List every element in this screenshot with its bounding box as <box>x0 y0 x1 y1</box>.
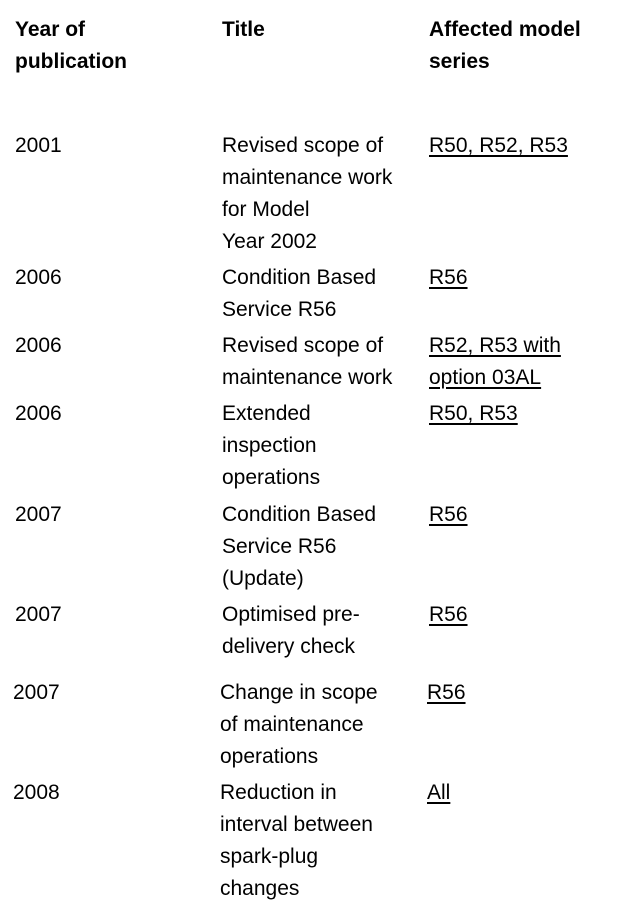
series-link[interactable]: R52, R53 with option 03AL <box>429 334 561 389</box>
year-cell: 2006 <box>15 334 62 357</box>
series-cell <box>429 330 619 394</box>
series-link[interactable]: R56 <box>429 603 468 626</box>
title-cell: Extended inspection operations <box>222 402 321 489</box>
series-link[interactable]: All <box>427 781 451 804</box>
title-cell: Condition Based Service R56 <box>222 266 377 321</box>
series-link[interactable]: R50, R53 <box>429 402 518 425</box>
series-link[interactable]: R50, R52, R53 <box>429 134 568 157</box>
title-cell: Revised scope of maintenance work <box>222 334 393 389</box>
series-cell <box>429 599 619 631</box>
year-cell: 2007 <box>15 503 62 526</box>
series-cell <box>429 499 619 531</box>
title-cell: Reduction in interval between spark-plug changes <box>220 781 373 900</box>
series-link[interactable]: R56 <box>429 266 468 289</box>
series-cell <box>429 398 619 430</box>
title-cell: Change in scope of maintenance operations <box>220 681 378 768</box>
year-cell: 2007 <box>13 681 60 704</box>
header-series: Affected model series <box>429 18 581 73</box>
series-link[interactable]: R56 <box>427 681 466 704</box>
year-cell: 2007 <box>15 603 62 626</box>
year-cell: 2006 <box>15 402 62 425</box>
title-cell: Condition Based Service R56 (Update) <box>222 503 377 590</box>
series-cell <box>429 130 619 162</box>
year-cell: 2006 <box>15 266 62 289</box>
title-cell: Revised scope of maintenance work for Model Year 2002 <box>222 134 393 253</box>
series-link[interactable]: R56 <box>429 503 468 526</box>
year-cell: 2001 <box>15 134 62 157</box>
title-cell: Optimised pre- delivery check <box>222 603 360 658</box>
header-year: Year of publication <box>15 18 127 73</box>
series-cell <box>427 777 617 809</box>
header-title: Title <box>222 18 265 41</box>
series-cell <box>427 677 617 709</box>
year-cell: 2008 <box>13 781 60 804</box>
series-cell <box>429 262 619 294</box>
